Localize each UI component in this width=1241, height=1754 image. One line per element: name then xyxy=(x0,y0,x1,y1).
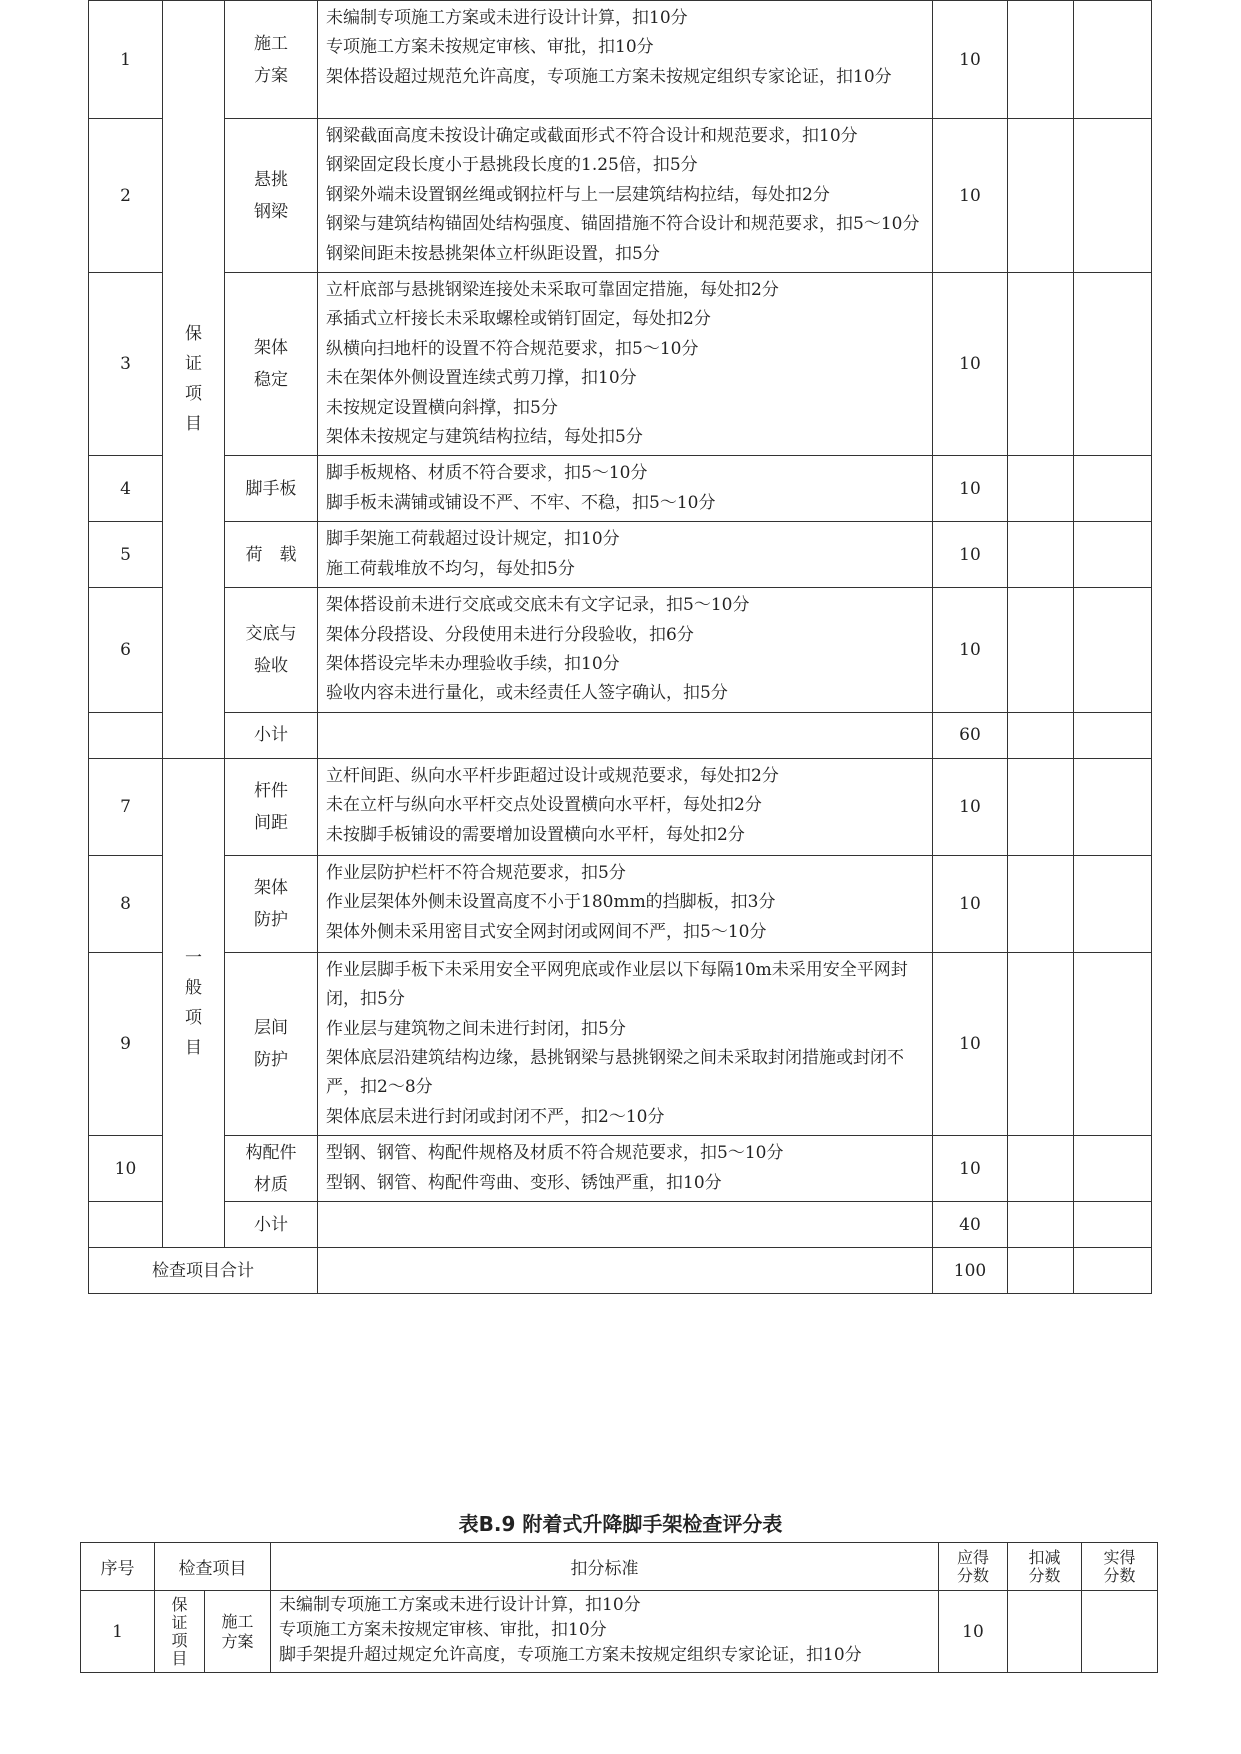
check-item xyxy=(225,855,318,952)
table-row xyxy=(89,456,1152,522)
actual-score-cell[interactable] xyxy=(1074,1136,1152,1202)
subtotal-score: 60 xyxy=(933,712,1008,758)
should-score: 10 xyxy=(933,758,1008,855)
deduct-score-cell[interactable] xyxy=(1008,273,1074,456)
row-number: 6 xyxy=(89,588,163,713)
criteria-line: 架体底层未进行封闭或封闭不严，扣2～10分 xyxy=(326,1106,665,1127)
header-no: 序号 xyxy=(81,1543,155,1591)
header-should-score-text: 应得分数 xyxy=(956,1547,989,1585)
criteria-line: 架体底层沿建筑结构边缘，悬挑钢梁与悬挑钢梁之间未采取封闭措施或封闭不严，扣2～8分 xyxy=(326,1047,904,1098)
actual-score-cell[interactable] xyxy=(1074,273,1152,456)
subtotal-no-cell xyxy=(89,1202,163,1248)
row-number: 4 xyxy=(89,456,163,522)
should-score: 10 xyxy=(933,119,1008,273)
header-deduct-score xyxy=(1008,1543,1082,1591)
criteria-line: 钢梁间距未按悬挑架体立杆纵距设置，扣5分 xyxy=(326,243,660,264)
subtotal-criteria-cell xyxy=(318,1202,933,1248)
header-item: 检查项目 xyxy=(155,1543,271,1591)
criteria-line: 型钢、钢管、构配件规格及材质不符合规范要求，扣5～10分 xyxy=(326,1143,784,1164)
row-number: 1 xyxy=(89,1,163,119)
actual-score-cell[interactable] xyxy=(1074,1,1152,119)
b9-row1-deduct-cell[interactable] xyxy=(1008,1591,1082,1673)
criteria-line: 作业层架体外侧未设置高度不小于180mm的挡脚板，扣3分 xyxy=(326,892,776,913)
criteria-cell xyxy=(318,273,933,456)
subtotal-label: 小计 xyxy=(225,1202,318,1248)
subtotal-score: 40 xyxy=(933,1202,1008,1248)
criteria-line: 架体搭设前未进行交底或交底未有文字记录，扣5～10分 xyxy=(326,595,750,616)
criteria-line: 钢梁截面高度未按设计确定或截面形式不符合设计和规范要求，扣10分 xyxy=(326,126,858,146)
check-item xyxy=(225,1,318,119)
b9-criteria-line: 脚手架提升超过规定允许高度，专项施工方案未按规定组织专家论证，扣10分 xyxy=(279,1645,862,1665)
deduct-score-cell[interactable] xyxy=(1008,588,1074,713)
row-number: 8 xyxy=(89,855,163,952)
criteria-line: 未在立杆与纵向水平杆交点处设置横向水平杆，每处扣2分 xyxy=(326,795,762,816)
deduct-score-cell[interactable] xyxy=(1008,1136,1074,1202)
should-score: 10 xyxy=(933,952,1008,1135)
check-item xyxy=(225,456,318,522)
row-number: 5 xyxy=(89,522,163,588)
actual-score-cell[interactable] xyxy=(1074,456,1152,522)
b9-row1-item-text: 施工方案 xyxy=(221,1611,254,1651)
table-row xyxy=(89,758,1152,855)
check-item xyxy=(225,758,318,855)
total-label: 检查项目合计 xyxy=(89,1248,318,1294)
should-score: 10 xyxy=(933,456,1008,522)
check-item-text: 施工方案 xyxy=(254,33,288,86)
row-number: 10 xyxy=(89,1136,163,1202)
table-row xyxy=(89,522,1152,588)
group-general xyxy=(163,758,225,1247)
check-item-text: 交底与验收 xyxy=(245,623,297,676)
criteria-line: 未编制专项施工方案或未进行设计计算，扣10分 xyxy=(326,8,688,28)
table-row xyxy=(89,952,1152,1135)
deduct-score-cell[interactable] xyxy=(1008,855,1074,952)
criteria-line: 未在架体外侧设置连续式剪刀撑，扣10分 xyxy=(326,368,637,389)
criteria-line: 未按规定设置横向斜撑，扣5分 xyxy=(326,397,558,418)
deduct-score-cell[interactable] xyxy=(1008,1,1074,119)
should-score: 10 xyxy=(933,1136,1008,1202)
should-score: 10 xyxy=(933,1,1008,119)
criteria-line: 作业层脚手板下未采用安全平网兜底或作业层以下每隔10m未采用安全平网封闭，扣5分 xyxy=(326,959,908,1010)
deduct-score-cell[interactable] xyxy=(1008,456,1074,522)
check-item-text: 架体稳定 xyxy=(254,338,288,391)
criteria-line: 钢梁与建筑结构锚固处结构强度、锚固措施不符合设计和规范要求，扣5～10分 xyxy=(326,214,920,235)
check-item-text: 杆件间距 xyxy=(254,780,288,833)
criteria-line: 脚手架施工荷载超过设计规定，扣10分 xyxy=(326,529,620,550)
should-score: 10 xyxy=(933,522,1008,588)
should-score: 10 xyxy=(933,273,1008,456)
criteria-line: 立杆间距、纵向水平杆步距超过设计或规范要求，每处扣2分 xyxy=(326,765,779,786)
criteria-cell xyxy=(318,119,933,273)
header-should-score xyxy=(939,1543,1008,1591)
table-b9-title: 表B.9 附着式升降脚手架检查评分表 xyxy=(458,1512,783,1536)
b9-row1-score: 10 xyxy=(939,1591,1008,1673)
deduct-score-cell[interactable] xyxy=(1008,1248,1074,1294)
group-guarantee-text: 保证项目 xyxy=(185,324,202,435)
actual-score-cell[interactable] xyxy=(1074,712,1152,758)
deduct-score-cell[interactable] xyxy=(1008,1202,1074,1248)
criteria-cell xyxy=(318,758,933,855)
criteria-line: 验收内容未进行量化，或未经责任人签字确认，扣5分 xyxy=(326,683,728,704)
b9-row1-actual-cell[interactable] xyxy=(1082,1591,1158,1673)
criteria-line: 作业层与建筑物之间未进行封闭，扣5分 xyxy=(326,1018,626,1039)
criteria-line: 施工荷载堆放不均匀，每处扣5分 xyxy=(326,558,575,579)
row-number: 9 xyxy=(89,952,163,1135)
criteria-cell xyxy=(318,588,933,713)
criteria-line: 立杆底部与悬挑钢梁连接处未采取可靠固定措施，每处扣2分 xyxy=(326,280,779,301)
subtotal-row xyxy=(89,712,1152,758)
table-row xyxy=(89,588,1152,713)
criteria-cell xyxy=(318,456,933,522)
subtotal-criteria-cell xyxy=(318,712,933,758)
criteria-line: 专项施工方案未按规定审核、审批，扣10分 xyxy=(326,37,654,58)
criteria-line: 承插式立杆接长未采取螺栓或销钉固定，每处扣2分 xyxy=(326,309,711,330)
criteria-cell xyxy=(318,1136,933,1202)
criteria-cell xyxy=(318,1,933,119)
criteria-cell xyxy=(318,855,933,952)
criteria-line: 钢梁外端未设置钢丝绳或钢拉杆与上一层建筑结构拉结，每处扣2分 xyxy=(326,184,830,205)
criteria-line: 未按脚手板铺设的需要增加设置横向水平杆，每处扣2分 xyxy=(326,824,745,845)
check-item xyxy=(225,588,318,713)
table-b9 xyxy=(80,1542,1158,1673)
row-number: 7 xyxy=(89,758,163,855)
should-score: 10 xyxy=(933,588,1008,713)
criteria-cell xyxy=(318,522,933,588)
check-item xyxy=(225,273,318,456)
criteria-line: 型钢、钢管、构配件弯曲、变形、锈蚀严重，扣10分 xyxy=(326,1172,722,1193)
check-item-text: 构配件材质 xyxy=(245,1142,297,1195)
table-row xyxy=(89,273,1152,456)
table-row xyxy=(89,1136,1152,1202)
criteria-line: 架体分段搭设、分段使用未进行分段验收，扣6分 xyxy=(326,624,694,645)
criteria-cell xyxy=(318,952,933,1135)
criteria-line: 架体未按规定与建筑结构拉结，每处扣5分 xyxy=(326,427,643,448)
actual-score-cell[interactable] xyxy=(1074,1248,1152,1294)
check-item-text: 荷 载 xyxy=(245,544,297,565)
criteria-line: 钢梁固定段长度小于悬挑段长度的1.25倍，扣5分 xyxy=(326,155,698,176)
check-item-text: 脚手板 xyxy=(245,478,297,499)
header-actual-score-text: 实得分数 xyxy=(1103,1547,1136,1585)
row-number: 3 xyxy=(89,273,163,456)
criteria-line: 脚手板未满铺或铺设不严、不牢、不稳，扣5～10分 xyxy=(326,492,716,513)
header-actual-score xyxy=(1082,1543,1158,1591)
deduct-score-cell[interactable] xyxy=(1008,522,1074,588)
deduct-score-cell[interactable] xyxy=(1008,119,1074,273)
deduct-score-cell[interactable] xyxy=(1008,758,1074,855)
subtotal-no-cell xyxy=(89,712,163,758)
total-row xyxy=(89,1248,1152,1294)
b9-row1-item xyxy=(205,1591,271,1673)
criteria-line: 脚手板规格、材质不符合要求，扣5～10分 xyxy=(326,463,648,484)
check-item xyxy=(225,1136,318,1202)
table-row xyxy=(89,119,1152,273)
actual-score-cell[interactable] xyxy=(1074,119,1152,273)
criteria-line: 架体搭设完毕未办理验收手续，扣10分 xyxy=(326,653,620,674)
should-score: 10 xyxy=(933,855,1008,952)
table-row xyxy=(89,855,1152,952)
scaffold-scoring-table xyxy=(88,0,1152,1294)
actual-score-cell[interactable] xyxy=(1074,952,1152,1135)
b9-row1-criteria xyxy=(271,1591,939,1673)
deduct-score-cell[interactable] xyxy=(1008,952,1074,1135)
actual-score-cell[interactable] xyxy=(1074,522,1152,588)
subtotal-row xyxy=(89,1202,1152,1248)
row-number: 2 xyxy=(89,119,163,273)
group-general-text: 一般项目 xyxy=(185,947,202,1058)
check-item xyxy=(225,952,318,1135)
header-deduct-score-text: 扣减分数 xyxy=(1028,1547,1061,1585)
b9-criteria-line: 未编制专项施工方案或未进行设计计算，扣10分 xyxy=(279,1595,641,1615)
b9-criteria-line: 专项施工方案未按规定审核、审批，扣10分 xyxy=(279,1620,607,1640)
criteria-line: 架体外侧未采用密目式安全网封闭或网间不严，扣5～10分 xyxy=(326,921,767,942)
total-criteria-cell xyxy=(318,1248,933,1294)
header-criteria: 扣分标准 xyxy=(271,1543,939,1591)
check-item xyxy=(225,119,318,273)
criteria-line: 架体搭设超过规范允许高度，专项施工方案未按规定组织专家论证，扣10分 xyxy=(326,66,892,87)
total-score: 100 xyxy=(933,1248,1008,1294)
b9-row1-no: 1 xyxy=(81,1591,155,1673)
actual-score-cell[interactable] xyxy=(1074,758,1152,855)
deduct-score-cell[interactable] xyxy=(1008,712,1074,758)
subtotal-label: 小计 xyxy=(225,712,318,758)
check-item-text: 架体防护 xyxy=(254,877,288,930)
actual-score-cell[interactable] xyxy=(1074,588,1152,713)
actual-score-cell[interactable] xyxy=(1074,855,1152,952)
check-item-text: 层间防护 xyxy=(254,1017,288,1070)
table-row xyxy=(89,1,1152,119)
actual-score-cell[interactable] xyxy=(1074,1202,1152,1248)
b9-group-text: 保证项目 xyxy=(171,1594,188,1668)
b9-group-guarantee xyxy=(155,1591,205,1673)
check-item-text: 悬挑钢梁 xyxy=(254,169,288,222)
criteria-line: 作业层防护栏杆不符合规范要求，扣5分 xyxy=(326,862,626,883)
criteria-line: 纵横向扫地杆的设置不符合规范要求，扣5～10分 xyxy=(326,338,699,359)
group-guarantee xyxy=(163,1,225,759)
check-item xyxy=(225,522,318,588)
